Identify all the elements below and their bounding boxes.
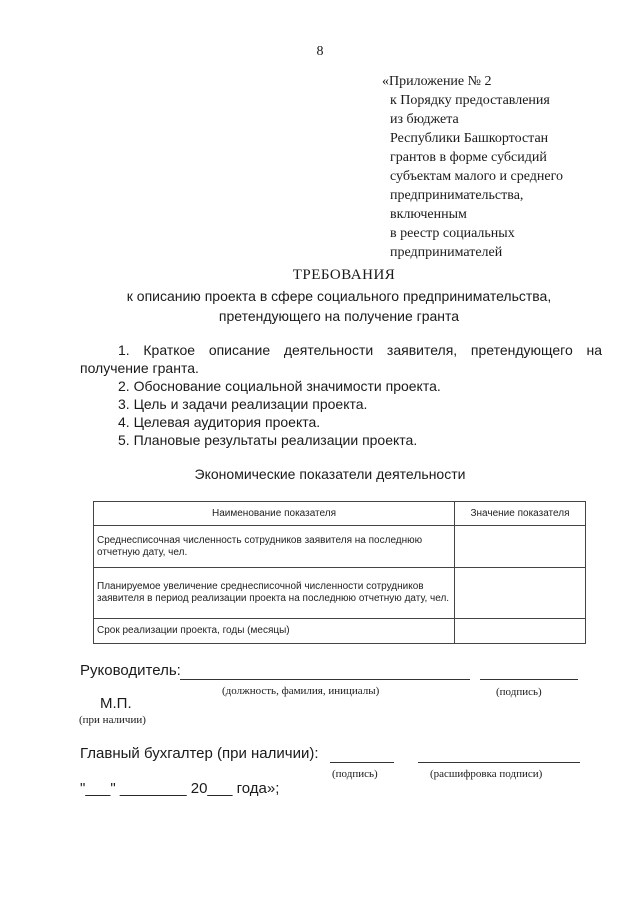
table-row (94, 568, 586, 619)
table-row (94, 526, 586, 568)
indicator-value (455, 526, 586, 568)
indicator-value (455, 619, 586, 644)
appendix-line: включенным (390, 207, 467, 222)
date-line: "___" ________ 20___ года»; (80, 780, 280, 797)
stamp-label: М.П. (100, 695, 132, 712)
requirement-item-3: 3. Цель и задачи реализации проекта. (118, 396, 368, 412)
appendix-line: предпринимательства, (390, 188, 524, 203)
section-title: Экономические показатели деятельности (194, 466, 466, 482)
indicators-table (93, 501, 586, 644)
indicator-name: Среднесписочная численность сотрудников заявителя на последнюю отчетную дату, чел. (94, 526, 455, 568)
requirement-item-1: 1. Краткое описание деятельности заявителя, претендующего на (118, 342, 602, 358)
stamp-note: (при наличии) (79, 714, 146, 726)
head-caption-sign: (подпись) (496, 686, 542, 698)
column-header-value: Значение показателя (455, 502, 586, 526)
head-label: Руководитель: (80, 662, 181, 679)
requirement-item-2: 2. Обоснование социальной значимости проекта. (118, 378, 441, 394)
appendix-line: субъектам малого и среднего (390, 169, 563, 184)
accountant-decode-line (418, 761, 580, 763)
appendix-header (382, 72, 563, 262)
document-subtitle (0, 286, 640, 326)
appendix-line: предпринимателей (390, 245, 503, 260)
appendix-line: из бюджета (390, 112, 459, 127)
accountant-caption-decode: (расшифровка подписи) (430, 768, 543, 780)
appendix-line: Республики Башкортостан (390, 131, 549, 146)
indicator-name: Срок реализации проекта, годы (месяцы) (94, 619, 455, 644)
head-position-line (180, 678, 470, 680)
appendix-line: к Порядку предоставления (390, 93, 550, 108)
accountant-sign-line (330, 761, 394, 763)
page-number: 8 (316, 44, 324, 59)
indicator-value (455, 568, 586, 619)
table-header-row (94, 502, 586, 526)
head-sign-line (480, 678, 578, 680)
indicator-name: Планируемое увеличение среднесписочной численности сотрудников заявителя в период реализации проекта на последнюю отчетную дату, чел. (94, 568, 455, 619)
table-row (94, 619, 586, 644)
head-caption-position: (должность, фамилия, инициалы) (222, 685, 380, 697)
requirement-item-4: 4. Целевая аудитория проекта. (118, 414, 321, 430)
requirement-item-5: 5. Плановые результаты реализации проекта. (118, 432, 418, 448)
subtitle-line: претендующего на получение гранта (218, 308, 460, 324)
appendix-line: «Приложение № 2 (382, 74, 492, 89)
accountant-caption-sign: (подпись) (332, 768, 378, 780)
document-title: ТРЕБОВАНИЯ (292, 267, 396, 283)
appendix-line: в реестр социальных (390, 226, 515, 241)
subtitle-line: к описанию проекта в сфере социального предпринимательства, (126, 288, 552, 304)
requirements-list (80, 341, 602, 449)
appendix-line: грантов в форме субсидий (390, 150, 547, 165)
requirement-item-1-continued: получение гранта. (80, 360, 199, 376)
accountant-label: Главный бухгалтер (при наличии): (80, 745, 319, 762)
column-header-name: Наименование показателя (94, 502, 455, 526)
